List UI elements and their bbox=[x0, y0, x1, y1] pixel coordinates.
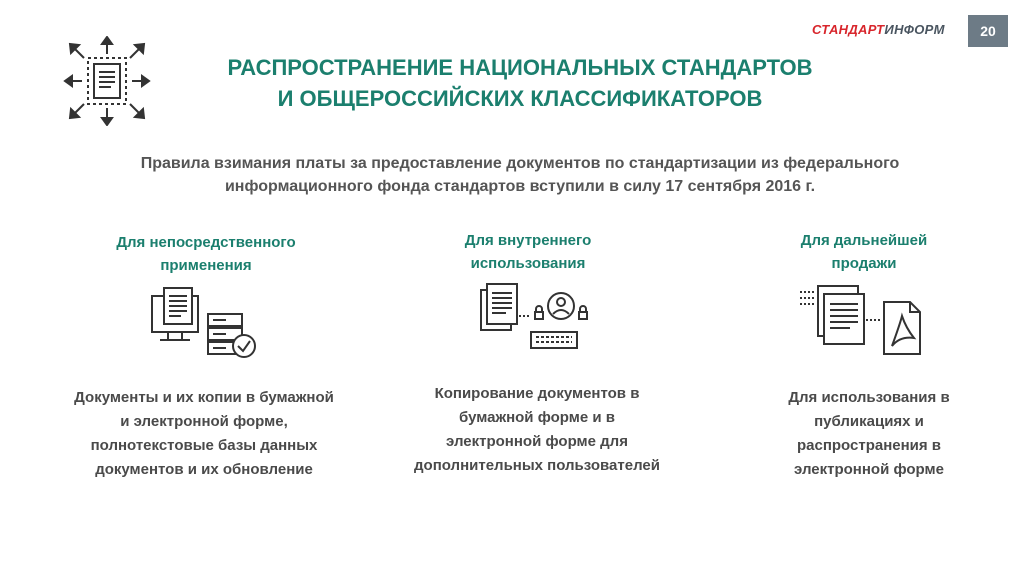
documents-users-icon bbox=[475, 280, 595, 360]
column-2-desc-line1: Копирование документов в bbox=[434, 385, 640, 402]
column-1-desc-line1: Документы и их копии в бумажной bbox=[74, 389, 334, 406]
column-1-heading-line2: применения bbox=[160, 257, 252, 274]
column-1-description bbox=[39, 386, 369, 482]
column-3-description bbox=[704, 386, 1024, 482]
column-2-heading-line2: использования bbox=[470, 255, 586, 272]
column-2-desc-line4: дополнительных пользователей bbox=[414, 457, 660, 474]
column-3-desc-line4: электронной форме bbox=[794, 461, 944, 478]
column-3-desc-line1: Для использования в bbox=[788, 389, 950, 406]
brand-part1: СТАНДАРТ bbox=[812, 22, 885, 37]
column-2-desc-line3: электронной форме для bbox=[446, 433, 628, 450]
column-2-heading-line1: Для внутреннего bbox=[464, 232, 592, 249]
column-3-desc-line3: распространения в bbox=[796, 437, 942, 454]
title-line2: И ОБЩЕРОССИЙСКИХ КЛАССИФИКАТОРОВ bbox=[277, 86, 763, 111]
column-2-desc-line2: бумажной форме и в bbox=[459, 409, 615, 426]
subtitle bbox=[90, 152, 950, 198]
column-2-heading bbox=[398, 229, 658, 275]
column-1-desc-line4: документов и их обновление bbox=[95, 461, 313, 478]
column-2-description bbox=[372, 382, 702, 478]
document-pdf-icon bbox=[796, 280, 936, 360]
column-1-desc-line3: полнотекстовые базы данных bbox=[90, 437, 318, 454]
column-1-heading-line1: Для непосредственного bbox=[116, 234, 296, 251]
page-number-badge: 20 bbox=[968, 15, 1008, 47]
title-line1: РАСПРОСТРАНЕНИЕ НАЦИОНАЛЬНЫХ СТАНДАРТОВ bbox=[227, 55, 813, 80]
column-3-desc-line2: публикациях и bbox=[814, 413, 924, 430]
column-1-desc-line2: и электронной форме, bbox=[120, 413, 288, 430]
column-1-heading bbox=[76, 231, 336, 277]
subtitle-line1: Правила взимания платы за предоставление документов по стандартизации из федерального bbox=[140, 155, 900, 172]
column-3-heading bbox=[734, 229, 994, 275]
page-title bbox=[210, 52, 830, 114]
column-3-heading-line1: Для дальнейшей bbox=[800, 232, 928, 249]
brand-part2: ИНФОРМ bbox=[884, 22, 945, 37]
column-3-heading-line2: продажи bbox=[831, 255, 897, 272]
subtitle-line2: информационного фонда стандартов вступили в силу 17 сентября 2016 г. bbox=[224, 178, 816, 195]
brand-logo bbox=[812, 22, 945, 37]
documents-database-icon bbox=[146, 284, 266, 364]
distribution-icon bbox=[62, 36, 152, 126]
